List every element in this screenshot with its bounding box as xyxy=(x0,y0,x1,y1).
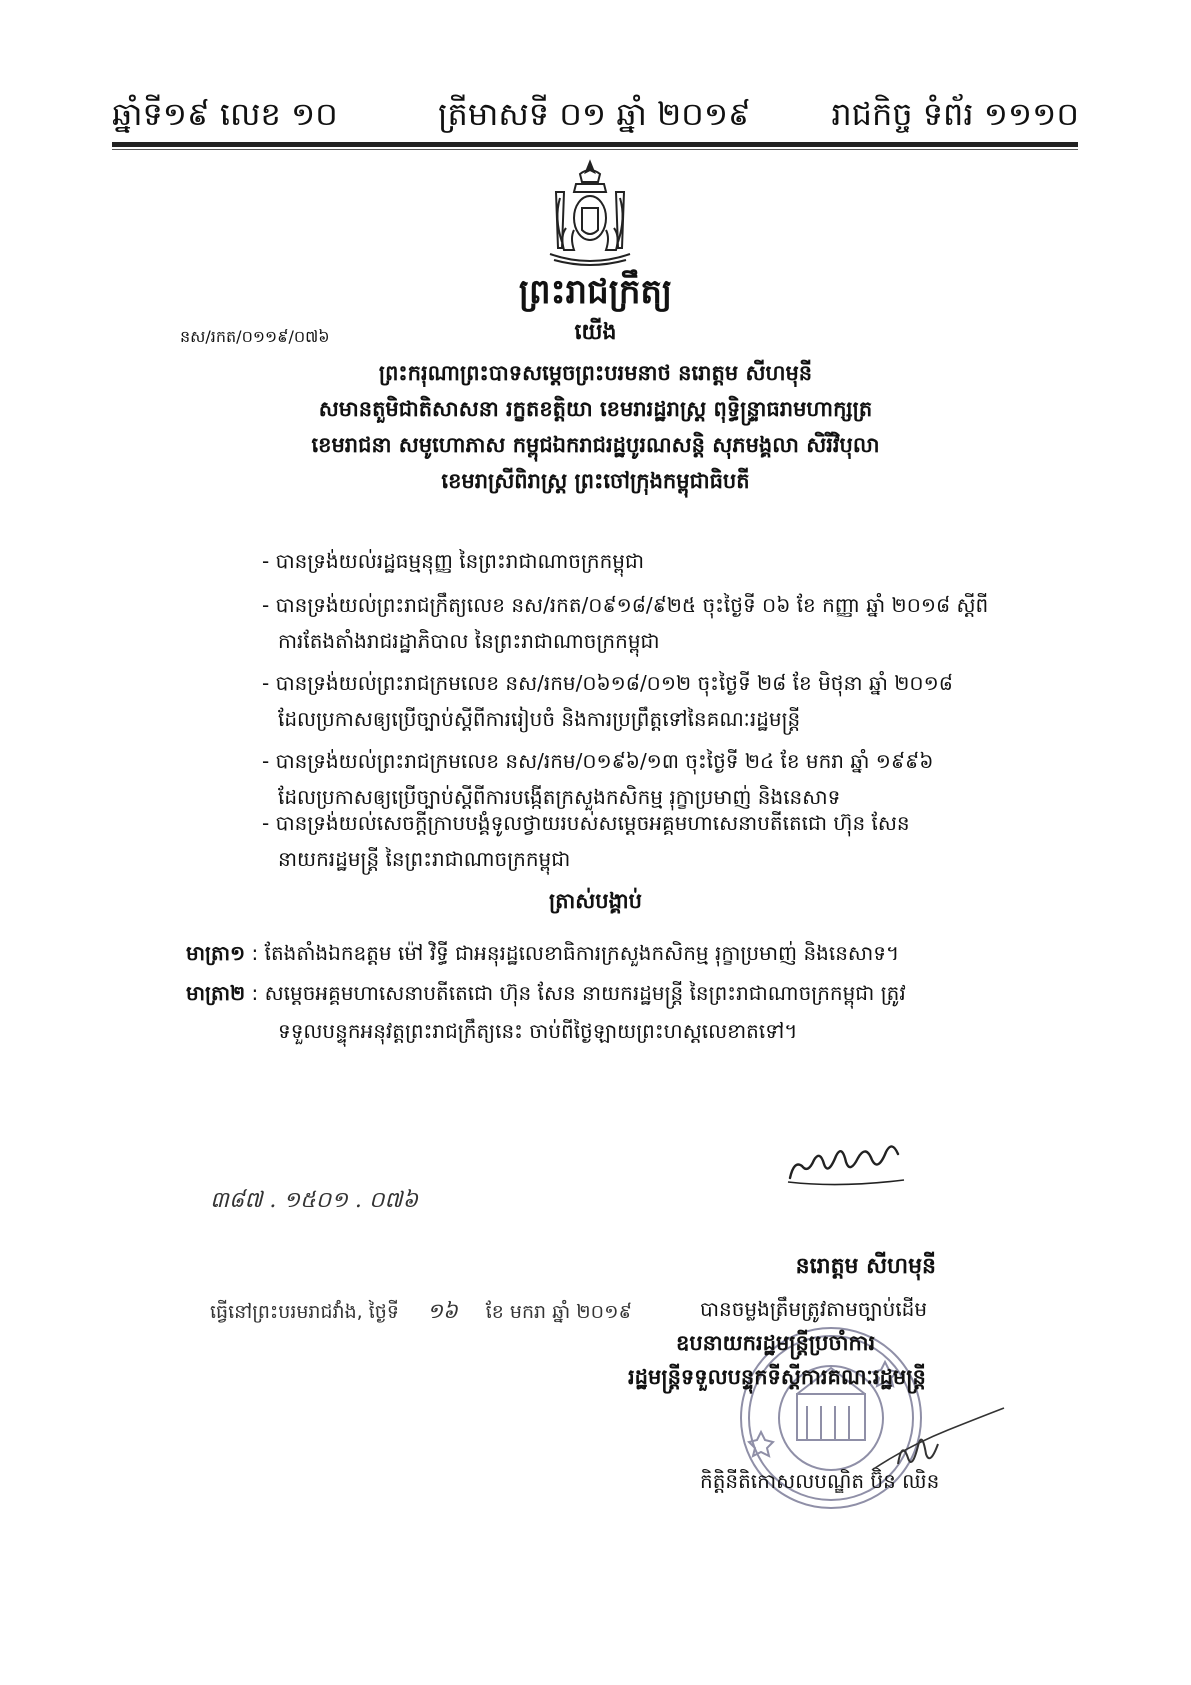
basis-item: - បានទ្រង់យល់សេចក្តីក្រាបបង្គំទូលថ្វាយរបស់សម្តេចអគ្គមហាសេនាបតីតេជោ ហ៊ុន សែន xyxy=(262,811,910,835)
document-title: ព្រះរាជក្រឹត្យ xyxy=(518,272,673,312)
article-text-continued: ទទួលបន្ទុកអនុវត្តព្រះរាជក្រឹត្យនេះ ចាប់ពីថ្ងៃឡាយព្រះហស្តលេខាតទៅ។ xyxy=(278,1019,798,1043)
article-text: : សម្តេចអគ្គមហាសេនាបតីតេជោ ហ៊ុន សែន នាយករដ្ឋមន្ត្រី នៃព្រះរាជាណាចក្រកម្ពុជា ត្រូវ xyxy=(251,981,906,1005)
article-text: : តែងតាំងឯកឧត្តម ម៉ៅ វិទ្ធី ជាអនុរដ្ឋលេខាធិការក្រសួងកសិកម្ម រុក្ខាប្រមាញ់ និងនេសាទ។ xyxy=(251,941,900,965)
basis-item-continued: ដែលប្រកាសឲ្យប្រើច្បាប់ស្តីពីការរៀបចំ និងការប្រព្រឹត្តទៅនៃគណៈរដ្ឋមន្ត្រី xyxy=(278,707,801,731)
royal-coat-of-arms-icon xyxy=(540,158,640,270)
article-1 xyxy=(186,940,899,970)
article-2 xyxy=(186,980,906,1010)
article-label: មាត្រា២ xyxy=(186,981,246,1005)
intro-line: ខេមរាជនា សមូហោភាស កម្ពុជឯករាជរដ្ឋបូរណសន្តិ សុភមង្គលា សិរីវិបុលា xyxy=(311,433,880,457)
header-divider xyxy=(112,142,1078,147)
signer-name: នរោត្តម សីហមុនី xyxy=(795,1254,936,1279)
royal-signature-icon xyxy=(780,1130,920,1190)
place-date xyxy=(210,1298,632,1329)
place-date-suffix: ខែ មករា ឆ្នាំ ២០១៩ xyxy=(485,1301,632,1323)
basis-item-continued: ដែលប្រកាសឲ្យប្រើច្បាប់ស្តីពីការបង្កើតក្រសួងកសិកម្ម រុក្ខាប្រមាញ់ និងនេសាទ xyxy=(278,785,841,809)
certification-line: រដ្ឋមន្ត្រីទទួលបន្ទុកទីស្តីការគណៈរដ្ឋមន្ត្រី xyxy=(628,1365,926,1389)
basis-item-continued: នាយករដ្ឋមន្ត្រី នៃព្រះរាជាណាចក្រកម្ពុជា xyxy=(278,847,571,871)
gazette-quarter: ត្រីមាសទី ០១ ឆ្នាំ ២០១៩ xyxy=(438,95,751,133)
basis-item-continued: ការតែងតាំងរាជរដ្ឋាភិបាល នៃព្រះរាជាណាចក្រកម្ពុជា xyxy=(278,629,660,653)
certification-line: កិត្តិនីតិកោសលបណ្ឌិត ប៊ិន ឈិន xyxy=(700,1469,940,1493)
registration-number: នស/រកត/០១១៩/០៧៦ xyxy=(180,327,330,346)
handwritten-reference: ៣៨៧ . ១៥០១ . ០៧៦ xyxy=(210,1188,419,1213)
place-date-day: ១៦ xyxy=(426,1299,458,1323)
header-divider-thin xyxy=(112,149,1078,150)
intro-line: សមានតួមិជាតិសាសនា រក្ខតខត្តិយា ខេមរារដ្ឋរាស្ត្រ ពុទ្ធិន្ទ្រាធរាមហាក្សត្រ xyxy=(318,397,873,421)
article-label: មាត្រា១ xyxy=(186,941,246,965)
basis-item: - បានទ្រង់យល់ព្រះរាជក្រឹត្យលេខ នស/រកត/០៩១៨/៩២៥ ចុះថ្ងៃទី ០៦ ខែ កញ្ញា ឆ្នាំ ២០១៨ ស្តីពី xyxy=(262,593,989,617)
place-date-prefix: ធ្វើនៅព្រះបរមរាជវាំង, ថ្ងៃទី xyxy=(210,1301,399,1323)
intro-line: ព្រះករុណាព្រះបាទសម្តេចព្រះបរមនាថ នរោត្តម សីហមុនី xyxy=(378,361,813,385)
document-subtitle: យើង xyxy=(574,320,617,345)
basis-item: - បានទ្រង់យល់រដ្ឋធម្មនុញ្ញ នៃព្រះរាជាណាចក្រកម្ពុជា xyxy=(262,549,645,573)
decree-heading: ត្រាស់បង្គាប់ xyxy=(549,889,642,913)
handwritten-signature-icon xyxy=(868,1400,1008,1480)
intro-line: ខេមរាស្រីពិរាស្ត្រ ព្រះចៅក្រុងកម្ពុជាធិបតី xyxy=(441,469,750,493)
certification-line: បានចម្លងត្រឹមត្រូវតាមច្បាប់ដើម xyxy=(700,1297,928,1321)
gazette-page-number: រាជកិច្ច ទំព័រ ១១១០ xyxy=(831,95,1079,133)
gazette-year-issue: ឆ្នាំទី១៩ លេខ ១០ xyxy=(112,95,338,133)
basis-item: - បានទ្រង់យល់ព្រះរាជក្រមលេខ នស/រកម/០១៩៦/១៣ ចុះថ្ងៃទី ២៤ ខែ មករា ឆ្នាំ ១៩៩៦ xyxy=(262,749,934,773)
basis-item: - បានទ្រង់យល់ព្រះរាជក្រមលេខ នស/រកម/០៦១៨/០១២ ចុះថ្ងៃទី ២៨ ខែ មិថុនា ឆ្នាំ ២០១៨ xyxy=(262,671,953,695)
certification-line: ឧបនាយករដ្ឋមន្ត្រីប្រចាំការ xyxy=(676,1331,876,1355)
